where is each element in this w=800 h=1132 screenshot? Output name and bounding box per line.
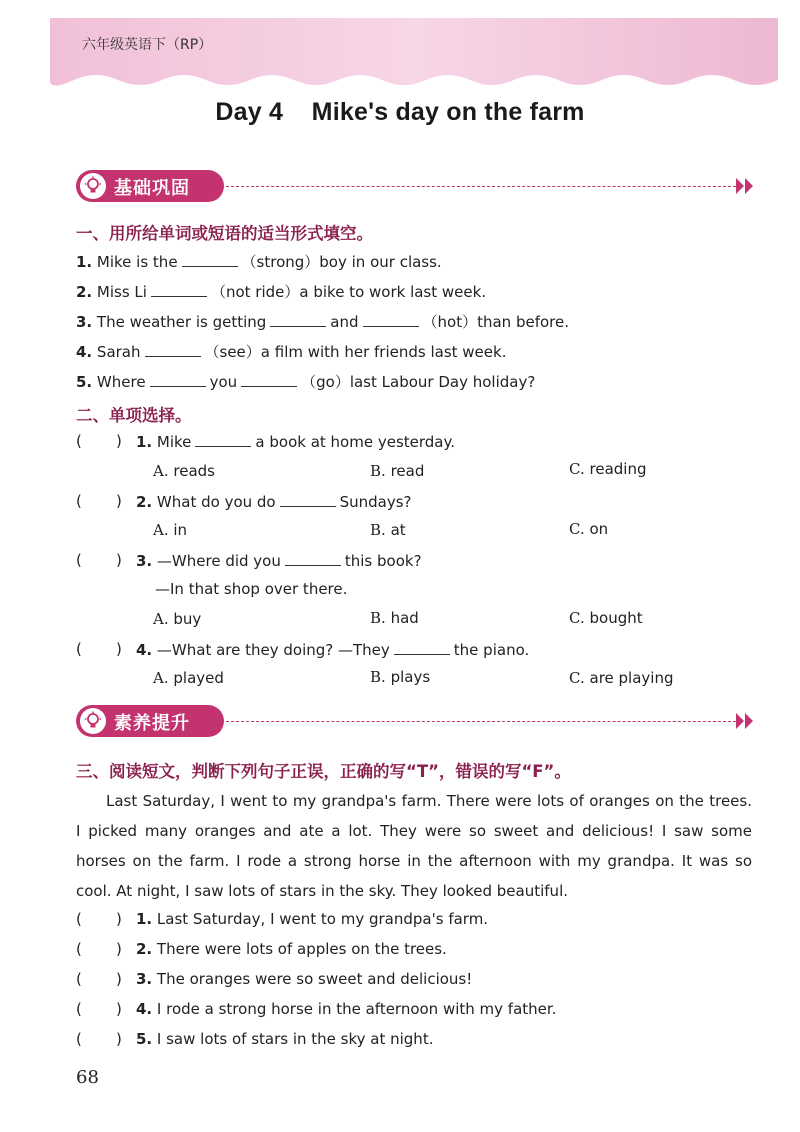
option-c: C. reading bbox=[569, 460, 647, 478]
answer-bracket[interactable]: ( ) bbox=[76, 940, 122, 958]
answer-blank[interactable] bbox=[270, 312, 326, 327]
tf-statement-2: 2. There were lots of apples on the trees. bbox=[136, 940, 447, 958]
answer-blank bbox=[195, 432, 251, 447]
fill-item-1: 1. Mike is the （strong）boy in our class. bbox=[76, 253, 442, 271]
mc-question-3-reply: —In that shop over there. bbox=[155, 580, 348, 598]
double-arrow-icon bbox=[736, 713, 756, 729]
answer-blank[interactable] bbox=[145, 342, 201, 357]
answer-blank[interactable] bbox=[182, 252, 238, 267]
option-b: B. read bbox=[370, 462, 425, 480]
banner-pill bbox=[76, 705, 224, 737]
banner-title: 基础巩固 bbox=[114, 178, 190, 199]
answer-bracket[interactable]: ( ) bbox=[76, 1030, 122, 1048]
tf-statement-5: 5. I saw lots of stars in the sky at night. bbox=[136, 1030, 434, 1048]
header-band bbox=[50, 18, 778, 98]
double-arrow-icon bbox=[736, 178, 756, 194]
option-a: A. played bbox=[153, 669, 224, 687]
option-b: B. had bbox=[370, 609, 419, 627]
page-number: 68 bbox=[76, 1067, 99, 1088]
answer-blank bbox=[394, 640, 450, 655]
option-c: C. on bbox=[569, 520, 609, 538]
part2-heading: 二、单项选择。 bbox=[76, 406, 192, 425]
mc-question-1: 1. Mike a book at home yesterday. bbox=[136, 433, 455, 451]
mc-question-3: 3. —Where did you this book? bbox=[136, 552, 422, 570]
banner-pill bbox=[76, 170, 224, 202]
answer-blank bbox=[280, 492, 336, 507]
reading-passage bbox=[76, 786, 752, 906]
answer-blank[interactable] bbox=[241, 372, 297, 387]
answer-bracket[interactable]: ( ) bbox=[76, 492, 122, 510]
option-c: C. bought bbox=[569, 609, 643, 627]
grade-label: 六年级英语下（RP） bbox=[82, 37, 213, 53]
lightbulb-icon bbox=[80, 708, 106, 734]
fill-item-5: 5. Where you （go）last Labour Day holiday? bbox=[76, 373, 536, 391]
tf-statement-1: 1. Last Saturday, I went to my grandpa's farm. bbox=[136, 910, 489, 928]
answer-bracket[interactable]: ( ) bbox=[76, 551, 122, 569]
answer-blank[interactable] bbox=[150, 372, 206, 387]
header-wave-background bbox=[50, 18, 778, 98]
fill-item-4: 4. Sarah （see）a film with her friends last week. bbox=[76, 343, 507, 361]
fill-item-2: 2. Miss Li （not ride）a bike to work last week. bbox=[76, 283, 487, 301]
tf-statement-3: 3. The oranges were so sweet and delicious! bbox=[136, 970, 473, 988]
lightbulb-icon bbox=[80, 173, 106, 199]
option-a: A. reads bbox=[153, 462, 215, 480]
passage-text: Last Saturday, I went to my grandpa's farm. There were lots of oranges on the trees. I picked many oranges and ate a lot. They were so sweet and delicious! I saw some horses on the farm. I rode a strong horse in the afternoon with my grandpa. It was so cool. At night, I saw lots of stars in the sky. They looked beautiful. bbox=[76, 792, 752, 900]
option-b: B. plays bbox=[370, 668, 431, 686]
answer-bracket[interactable]: ( ) bbox=[76, 1000, 122, 1018]
page-title: Day 4 Mike's day on the farm bbox=[215, 98, 585, 126]
section-banner-improvement bbox=[76, 705, 756, 739]
answer-blank[interactable] bbox=[363, 312, 419, 327]
option-a: A. buy bbox=[153, 610, 202, 628]
part3-heading: 三、阅读短文，判断下列句子正误，正确的写“T”，错误的写“F”。 bbox=[76, 762, 571, 781]
answer-bracket[interactable]: ( ) bbox=[76, 432, 122, 450]
option-a: A. in bbox=[153, 521, 188, 539]
dashed-divider bbox=[226, 186, 736, 187]
fill-item-3: 3. The weather is getting and （hot）than before. bbox=[76, 313, 569, 331]
mc-question-4: 4. —What are they doing? —They the piano. bbox=[136, 641, 530, 659]
answer-bracket[interactable]: ( ) bbox=[76, 910, 122, 928]
answer-blank bbox=[285, 551, 341, 566]
part1-heading: 一、用所给单词或短语的适当形式填空。 bbox=[76, 224, 373, 243]
answer-bracket[interactable]: ( ) bbox=[76, 970, 122, 988]
option-c: C. are playing bbox=[569, 669, 674, 687]
section-banner-basics bbox=[76, 170, 756, 204]
answer-blank[interactable] bbox=[151, 282, 207, 297]
dashed-divider bbox=[226, 721, 736, 722]
option-b: B. at bbox=[370, 521, 406, 539]
mc-question-2: 2. What do you do Sundays? bbox=[136, 493, 412, 511]
tf-statement-4: 4. I rode a strong horse in the afternoon with my father. bbox=[136, 1000, 557, 1018]
banner-title: 素养提升 bbox=[114, 713, 190, 734]
answer-bracket[interactable]: ( ) bbox=[76, 640, 122, 658]
